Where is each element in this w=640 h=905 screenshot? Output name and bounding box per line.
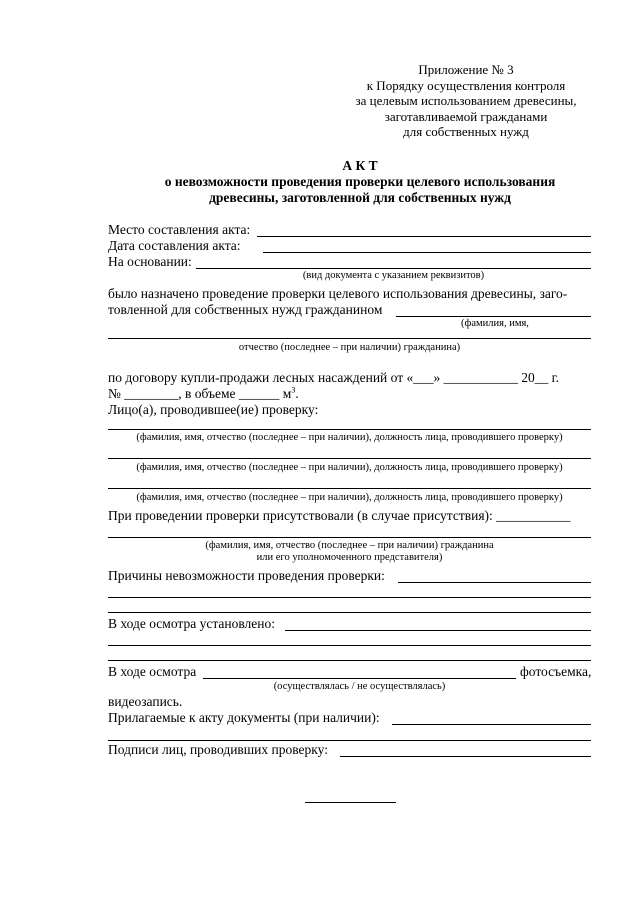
citizen-name-line[interactable] (396, 316, 591, 317)
basis-label: На основании: (108, 254, 192, 269)
contract-line: по договору купли-продажи лесных насаждений от «___» ___________ 20__ г. (108, 370, 560, 385)
attached-label: Прилагаемые к акту документы (при наличии): (108, 710, 380, 725)
cubic-superscript: 3 (291, 385, 296, 395)
fio-caption: (фамилия, имя, (461, 318, 529, 329)
inspector-line-3[interactable] (108, 488, 591, 489)
footnote-divider (305, 802, 396, 803)
present-line[interactable] (108, 537, 591, 538)
basis-field-line[interactable] (196, 268, 591, 269)
date-label: Дата составления акта: (108, 238, 241, 253)
appendix-header (330, 62, 602, 140)
signatures-label: Подписи лиц, проводивших проверку: (108, 742, 328, 757)
inspection-label: В ходе осмотра (108, 664, 197, 679)
date-field-line[interactable] (263, 252, 591, 253)
citizen-name-line-2[interactable] (108, 338, 591, 339)
established-line-1[interactable] (285, 630, 591, 631)
established-line-3[interactable] (108, 660, 591, 661)
body-line: было назначено проведение проверки целевого использования древесины, заго- (108, 286, 568, 301)
place-field-line[interactable] (257, 236, 591, 237)
signatures-line[interactable] (340, 756, 591, 757)
place-label: Место составления акта: (108, 222, 251, 237)
reasons-line-1[interactable] (398, 582, 591, 583)
attached-line-2[interactable] (108, 740, 591, 741)
appendix-line: Приложение № 3 (418, 62, 514, 77)
reasons-line-2[interactable] (108, 597, 591, 598)
body-line: товленной для собственных нужд гражданином (108, 302, 383, 317)
basis-caption: (вид документа с указанием реквизитов) (302, 270, 485, 281)
inspection-line[interactable] (203, 678, 516, 679)
inspector-caption: (фамилия, имя, отчество (последнее – при наличии), должность лица, проводившего проверку) (136, 462, 563, 473)
inspectors-label: Лицо(а), проводившее(ие) проверку: (108, 402, 319, 417)
inspector-line-1[interactable] (108, 429, 591, 430)
present-caption: (фамилия, имя, отчество (последнее – при наличии) гражданина (205, 540, 494, 551)
present-label: При проведении проверки присутствовали (в случае присутствия): ___________ (108, 508, 571, 523)
contract-volume-text: № ________, в объеме ______ м (108, 386, 292, 401)
video-label: видеозапись. (108, 694, 183, 709)
established-line-2[interactable] (108, 645, 591, 646)
appendix-line: к Порядку осуществления контроля (366, 77, 566, 93)
appendix-line: для собственных нужд (403, 124, 529, 139)
act-subtitle-line: о невозможности проведения проверки целевого использования (164, 174, 556, 189)
appendix-line: заготавливаемой гражданами (384, 108, 548, 124)
act-title: А К Т (342, 158, 378, 173)
inspector-caption: (фамилия, имя, отчество (последнее – при наличии), должность лица, проводившего проверку) (136, 432, 563, 443)
act-subtitle-line: древесины, заготовленной для собственных нужд (209, 190, 511, 205)
contract-volume-line (108, 386, 299, 402)
reasons-label: Причины невозможности проведения проверки: (108, 568, 385, 583)
contract-end: . (295, 386, 299, 401)
reasons-line-3[interactable] (108, 612, 591, 613)
inspector-line-2[interactable] (108, 458, 591, 459)
appendix-line: за целевым использованием древесины, (355, 93, 577, 108)
established-label: В ходе осмотра установлено: (108, 616, 276, 631)
photo-label: фотосъемка, (520, 664, 592, 679)
fio-caption-2: отчество (последнее – при наличии) гражданина) (238, 342, 461, 353)
present-caption: или его уполномоченного представителя) (256, 552, 443, 563)
inspector-caption: (фамилия, имя, отчество (последнее – при наличии), должность лица, проводившего проверку) (136, 492, 563, 503)
done-caption: (осуществлялась / не осуществлялась) (273, 681, 446, 692)
attached-line-1[interactable] (392, 724, 591, 725)
